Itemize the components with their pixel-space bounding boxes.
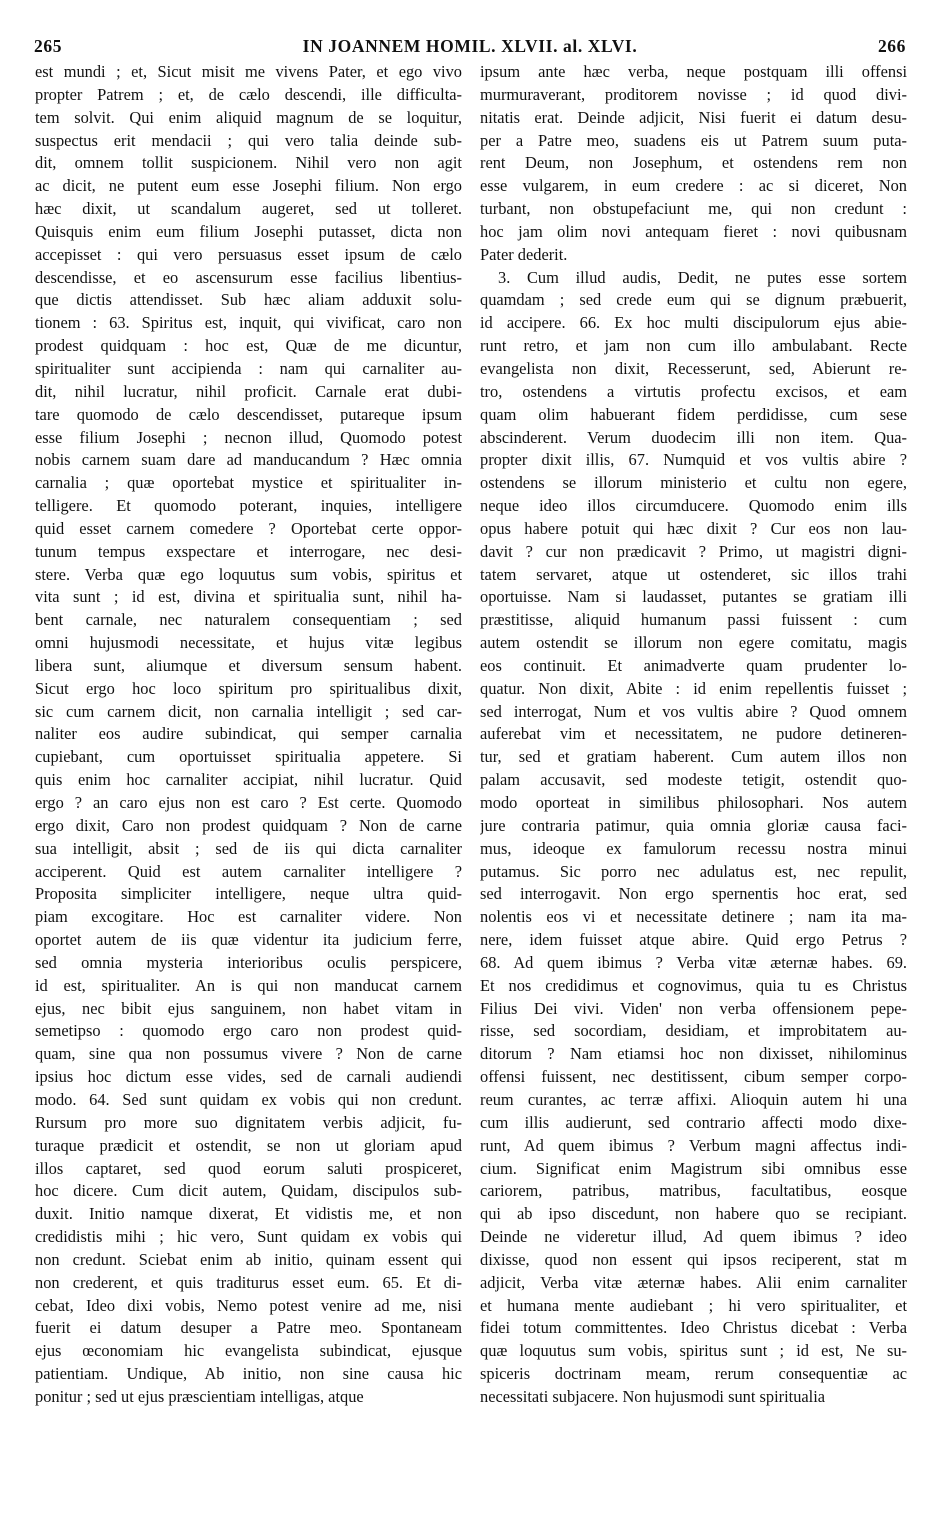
text-line: ponitur ; sed ut ejus præscientiam intelligas, atque	[35, 1386, 364, 1406]
text-line: et humana mente audiebant ; hi vero spiritualiter, et	[480, 1295, 907, 1315]
text-line: naliter eos audire subindicat, qui semper carnalia	[35, 724, 462, 744]
text-line: credidistis mihi ; hic vero, Sunt quidam ex vobis qui	[35, 1227, 462, 1247]
text-line: cebat, Ideo dixi vobis, Nemo potest venire ad me, nisi	[35, 1295, 462, 1315]
text-line: Et nos credidimus et cognovimus, quia tu es Christus	[480, 975, 907, 995]
text-line: patientiam. Undique, Ab initio, non sine causa hic	[35, 1364, 462, 1384]
text-line: id accipere. 66. Ex hoc multi discipulorum ejus abie-	[480, 313, 907, 333]
text-line: runt, Ad quem ibimus ? Verbum magni affectus indi-	[480, 1135, 907, 1155]
text-line: reum curantes, ac terræ affixi. Alioquin autem hi una	[480, 1089, 907, 1109]
text-line: nitatis erat. Deinde adjicit, Nisi fuerit ei datum desu-	[480, 107, 907, 127]
text-line: offensi fuissent, nec destitissent, cibum semper corpo-	[480, 1067, 907, 1087]
text-line: oportet autem de iis quæ videntur ita judicium ferre,	[35, 930, 462, 950]
text-line: propter dixit illis, 67. Numquid et vos vultis abire ?	[480, 450, 907, 470]
text-line: omni hujusmodi necessitate, et hujus vitæ legibus	[35, 633, 462, 653]
text-line: sic cum carnem dicit, non carnalia intelligit ; sed car-	[35, 701, 462, 721]
text-line: necessitati subjacere. Non hujusmodi sunt spiritualia	[480, 1386, 826, 1406]
text-line: quam, sine qua non possumus vivere ? Non de carne	[35, 1044, 462, 1064]
running-title: IN JOANNEM HOMIL. XLVII. al. XLVI.	[302, 36, 638, 56]
text-line: spiritualiter sunt accipienda : nam qui carnaliter au-	[35, 358, 462, 378]
text-line: sua intelligit, absit ; sed de iis qui dicta carnaliter	[35, 838, 462, 858]
text-line: nolentis eos vi et necessitate detinere ; nam ita ma-	[480, 907, 907, 927]
text-line: nere, idem fuisset atque abire. Quid ergo Petrus ?	[480, 930, 907, 950]
text-line: adjicit, Verba vitæ æternæ habes. Alii enim carnaliter	[480, 1272, 907, 1292]
text-line: turaque prædicit et ostendit, se non ut gloriam apud	[35, 1135, 462, 1155]
text-line: ac dicit, ne putent eum esse Josephi filium. Non ergo	[35, 176, 462, 196]
text-line: hoc dicere. Cum dicit autem, Quidam, discipulos sub-	[35, 1181, 462, 1201]
text-line: nobis carnem suam dare ad manducandum ? Hæc omnia	[35, 450, 462, 470]
text-line: evangelista non dixit, Recesserunt, sed, Abierunt re-	[480, 358, 907, 378]
text-line: ostendens se illorum ministerio et cultu non egere,	[480, 473, 907, 493]
text-line: fuerit ei datum desuper a Patre meo. Spontaneam	[35, 1318, 462, 1338]
page-number-right: 266	[877, 36, 906, 56]
text-line: opus habere potuit qui hæc dixit ? Cur eos non lau-	[480, 518, 907, 538]
text-line: cupiebant, cum oportuisset spiritualia appetere. Si	[35, 747, 462, 767]
text-line: propter Patrem ; et, de cælo descendi, ille difficulta-	[35, 84, 462, 104]
text-line: tionem : 63. Spiritus est, inquit, qui vivificat, caro non	[35, 313, 462, 333]
text-line: turbant, non obstupefaciunt me, qui non credunt :	[480, 199, 907, 219]
text-line: ejus, nec bibit ejus sanguinem, non habet vitam in	[35, 998, 462, 1018]
text-line: Rursum pro more suo dignitatem verbis adjicit, fu-	[35, 1112, 462, 1132]
text-line: ipsius hoc dictum esse vides, sed de carnali audiendi	[35, 1067, 462, 1087]
text-line: ergo dixit, Caro non prodest quidquam ? Non de carne	[35, 815, 462, 835]
text-line: abscinderent. Verum duodecim illi non item. Qua-	[480, 427, 907, 447]
text-line: dit, omnem tollit suspicionem. Nihil vero non agit	[35, 153, 462, 173]
text-line: modo. 64. Sed sunt quidam ex vobis qui non credunt.	[35, 1089, 462, 1109]
text-line: prodest quidquam : hoc est, Quæ de me dicuntur,	[35, 336, 462, 356]
text-line: cum illis audierunt, sed contrario affecti modo dixe-	[480, 1112, 907, 1132]
text-line: tunum tempus exspectare et interrogare, nec desi-	[35, 541, 462, 561]
text-line: suspectus erit mendacii ; qui vero talia deinde sub-	[35, 130, 462, 150]
text-line: semetipso : quomodo ergo caro non prodest quid-	[35, 1021, 462, 1041]
text-line: putamus. Sic porro nec adulatus est, nec repulit,	[480, 861, 907, 881]
text-line: hæc dixit, ut scandalum augeret, sed ut tolleret.	[35, 199, 462, 219]
page-number-left: 265	[34, 36, 63, 56]
text-line: non crederent, et quis traditurus esset eum. 65. Et di-	[35, 1272, 462, 1292]
text-line: Pater dederit.	[480, 244, 568, 264]
text-line: quamdam ; sed crede eum qui se dignum præbuerit,	[480, 290, 907, 310]
text-line: carnalia ; quæ oportebat mystice et spiritualiter in-	[35, 473, 462, 493]
text-line: palam accusavit, sed modeste tetigit, ostendit quo-	[480, 770, 907, 790]
text-line: præstitisse, aliquid humanum passi fuissent : cum	[480, 610, 907, 630]
text-line: risse, sed socordiam, desidiam, et improbitatem au-	[480, 1021, 907, 1041]
text-line: cium. Significat enim Magistrum sibi omnibus esse	[480, 1158, 907, 1178]
text-line: fidei totum committentes. Ideo Christus dicebat : Verba	[480, 1318, 907, 1338]
text-line: autem ostendit se illorum non egere comitatu, magis	[480, 633, 907, 653]
text-line: spiceris doctrinam meam, rerum consequentiæ ac	[480, 1364, 907, 1384]
text-line: illos captaret, sed quod eorum saluti prospiceret,	[35, 1158, 462, 1178]
text-line: jure contraria patimur, quia omnia gloriæ causa faci-	[480, 815, 907, 835]
text-line: ergo ? an caro ejus non est caro ? Est certe. Quomodo	[35, 793, 462, 812]
text-line: quæ loquutus sum vobis, spiritus sunt ; id est, Ne su-	[480, 1341, 907, 1361]
text-line: telligere. Et quomodo poterant, inquies, intelligere	[35, 496, 462, 516]
text-line: libera sunt, aliumque et diversum sensum habent.	[35, 655, 462, 675]
text-line: oportuisse. Nam si laudasset, putantes se gratiam illi	[480, 587, 907, 607]
text-line: Proposita simpliciter intelligere, neque ultra quid-	[35, 884, 462, 904]
text-line: stere. Verba quæ ego loquutus sum vobis, spiritus et	[35, 564, 462, 584]
text-line: sed interrogat, Num et vos vultis abire ? Quod omnem	[480, 701, 907, 721]
text-line: que dictis attendisset. Sub hæc aliam adduxit solu-	[35, 290, 462, 310]
page-header	[34, 36, 906, 58]
text-line: ejus œconomiam hic evangelista subindicat, ejusque	[35, 1341, 462, 1361]
text-line: quam olim habuerant fidem perdidisse, cum sese	[480, 404, 907, 424]
text-line: Deinde ne videretur illud, Ad quem ibimus ? ideo	[480, 1227, 907, 1247]
text-line: 68. Ad quem ibimus ? Verba vitæ æternæ habes. 69.	[480, 952, 907, 972]
text-line: eos continuit. Et animadverte quam prudenter lo-	[480, 655, 907, 675]
text-line: davit ? cur non prædicavit ? Primo, ut magistri digni-	[480, 541, 907, 561]
text-line: esse filium Josephi ; necnon illud, Quomodo potest	[35, 427, 462, 447]
text-line: accepisset : qui vero persuasus esset ipsum de cælo	[35, 244, 462, 264]
text-line: Sicut ergo hoc loco spiritum pro spiritualibus dixit,	[35, 678, 462, 698]
right-text-column	[480, 61, 907, 1409]
text-line: murmuraverant, proditorem novisse ; id quod divi-	[480, 84, 907, 104]
text-line: dixisse, quod non essent qui ipsos reciperent, stat m	[480, 1249, 907, 1269]
text-line: neque ideo illos circumducere. Quomodo enim ills	[480, 496, 907, 516]
text-line: sed omnia mysteria interioribus oculis perspicere,	[35, 952, 462, 972]
text-line: tur, sed et gratiam haberent. Cum autem illos non	[480, 747, 907, 767]
text-line: cariorem, patribus, matribus, facultatibus, eosque	[480, 1181, 907, 1201]
text-line: tare quomodo de cælo descendisset, putareque ipsum	[35, 404, 462, 424]
text-line: ditorum ? Nam etiamsi hoc non dixisset, nihilominus	[480, 1044, 907, 1064]
text-line: vita sunt ; id est, divina et spiritualia sunt, nihil ha-	[35, 587, 462, 607]
text-line: quis enim hoc carnaliter accipiat, nihil lucratur. Quid	[35, 770, 462, 790]
text-line: runt retro, et jam non cum illo ambulabant. Recte	[480, 336, 907, 356]
text-line: esse vulgarem, in eum credere : ac si diceret, Non	[480, 176, 907, 196]
text-line: qui ab ipso discedunt, non habere quo se recipiant.	[480, 1204, 907, 1224]
text-line: duxit. Initio namque dixerat, Et vidistis me, et non	[35, 1204, 462, 1224]
text-line: acciperent. Quid est autem carnaliter intelligere ?	[35, 861, 462, 881]
text-line: ipsum ante hæc verba, neque postquam illi offensi	[480, 62, 907, 81]
text-line: bent carnale, nec naturalem consequentiam ; sed	[35, 610, 462, 630]
text-line: per a Patre meo, suadens eis ut Patrem suum puta-	[480, 130, 907, 150]
text-line: est mundi ; et, Sicut misit me vivens Pater, et ego vivo	[35, 62, 462, 81]
text-line: dit, nihil lucratur, nihil proficit. Carnale erat dubi-	[35, 381, 462, 401]
text-line: tem solvit. Qui enim aliquid magnum de se loquitur,	[35, 107, 462, 127]
text-line: hoc jam olim novi antequam fieret : novi quibusnam	[480, 221, 907, 241]
text-line: descendisse, et eo ascensurum esse facilius libentius-	[35, 267, 462, 287]
text-line: auferebat vim et necessitatem, ne pudore detineren-	[480, 724, 907, 744]
text-line: rent Deum, non Josephum, et ostendens rem non	[480, 153, 907, 173]
text-line: modo oporteat in similibus philosophari. Nos autem	[480, 793, 907, 812]
text-line: sed interrogavit. Non ergo spernentis hoc erat, sed	[480, 884, 907, 904]
text-line: 3. Cum illud audis, Dedit, ne putes esse sortem	[498, 267, 907, 287]
text-line: id est, spiritualiter. An is qui non manducat carnem	[35, 975, 462, 995]
text-line: tatem servaret, atque ut ostenderet, sic illos trahi	[480, 564, 907, 584]
text-line: mus, ideoque ex famulorum recessu nostra minui	[480, 838, 907, 858]
text-line: Quisquis enim eum filium Josephi putasset, dicta non	[35, 221, 462, 241]
text-line: non credunt. Sciebat enim ab initio, quinam essent qui	[35, 1249, 462, 1269]
left-text-column	[35, 61, 462, 1409]
text-line: quid esset carnem comedere ? Oportebat certe oppor-	[35, 518, 462, 538]
text-line: tro, ostendens a virtutis profectu excisos, et eam	[480, 381, 907, 401]
text-line: piam excogitare. Hoc est carnaliter videre. Non	[35, 907, 462, 927]
text-line: Filius Dei vivi. Viden' non verba offensionem pepe-	[480, 998, 907, 1018]
text-line: quatur. Non dixit, Abite : id enim repellentis fuisset ;	[480, 678, 907, 698]
